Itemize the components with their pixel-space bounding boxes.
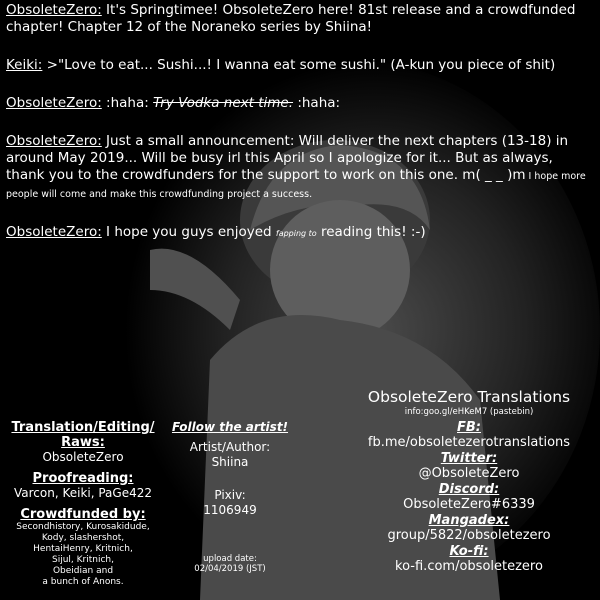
author-name: Shiina [211,455,249,469]
crowdfunder-line: Kody, slashershot, [41,533,125,543]
crowdfunder-line: Sijul, Kritnich, [52,555,114,565]
message-3 [6,95,594,112]
message-5 [6,224,594,242]
group-info-column [340,388,598,575]
translation-heading: Translation/Editing/ [11,420,155,435]
message-text: >"Love to eat... Sushi...! I wanna eat some sushi." (A-kun you piece of shit) [42,57,556,73]
crowdfunder-line: Obeidian and [52,566,114,576]
follow-artist-heading: Follow the artist! [171,420,289,434]
strikethrough-text: Try Vodka next time. [153,95,294,111]
upload-label: upload date: [203,554,257,564]
author-name: ObsoleteZero: [6,133,102,149]
author-name: Keiki: [6,57,43,73]
proofreading-heading: Proofreading: [32,471,134,486]
crowdfunded-heading: Crowdfunded by: [20,507,146,522]
raws-heading: Raws: [61,435,105,450]
message-text: I hope you guys enjoyed [101,224,276,240]
mangadex-label: Mangadex: [428,513,510,528]
message-text: :haha: [293,95,341,111]
kofi-link[interactable]: ko-fi.com/obsoletezero [395,559,543,574]
messages-block [6,2,594,263]
proofreader-names: Varcon, Keiki, PaGe422 [13,486,152,500]
author-name: ObsoleteZero: [6,2,102,18]
author-name: ObsoleteZero: [6,95,102,111]
message-2 [6,57,594,74]
crowdfunder-line: a bunch of Anons. [42,577,124,587]
message-text: reading this! :-) [316,224,426,240]
author-heading: Artist/Author: [189,440,271,454]
translator-name: ObsoleteZero [42,450,124,464]
pixiv-id[interactable]: 1106949 [203,503,257,517]
upload-date: 02/04/2019 (JST) [194,564,266,574]
message-tiny-text: fapping to [275,229,317,238]
fb-link[interactable]: fb.me/obsoletezerotranslations [367,435,571,450]
fb-label: FB: [457,420,481,435]
message-text: Just a small announcement: Will deliver the next chapters (13-18) in around May 2019... Will be busy irl this April so I apologize for it... But as always, thank you to the crowdfunders for the support to work on this one. m( _ _ )m [6,133,569,183]
author-name: ObsoleteZero: [6,224,102,240]
info-link[interactable]: info:goo.gl/eHKeM7 (pastebin) [404,407,534,417]
credits-column [4,420,162,588]
crowdfunder-line: Secondhistory, Kurosakidude, [16,522,150,532]
group-title: ObsoleteZero Translations [367,388,571,406]
pixiv-heading: Pixiv: [214,488,246,502]
message-text: :haha: [101,95,154,111]
message-1 [6,2,594,36]
twitter-label: Twitter: [440,451,498,466]
message-text: It's Springtimee! ObsoleteZero here! 81st release and a crowdfunded chapter! Chapter 12 of the Noraneko series by Shiina! [6,2,576,35]
crowdfunder-line: HentaiHenry, Kritnich, [33,544,133,554]
message-4 [6,133,594,203]
discord-label: Discord: [438,482,500,497]
twitter-link[interactable]: @ObsoleteZero [418,466,520,481]
kofi-label: Ko-fi: [449,544,489,559]
artist-column [160,420,300,574]
mangadex-link[interactable]: group/5822/obsoletezero [387,528,551,543]
message-small-text: I hope more people will come and make this crowdfunding project a success. [6,171,586,200]
discord-handle[interactable]: ObsoleteZero#6339 [403,497,535,512]
